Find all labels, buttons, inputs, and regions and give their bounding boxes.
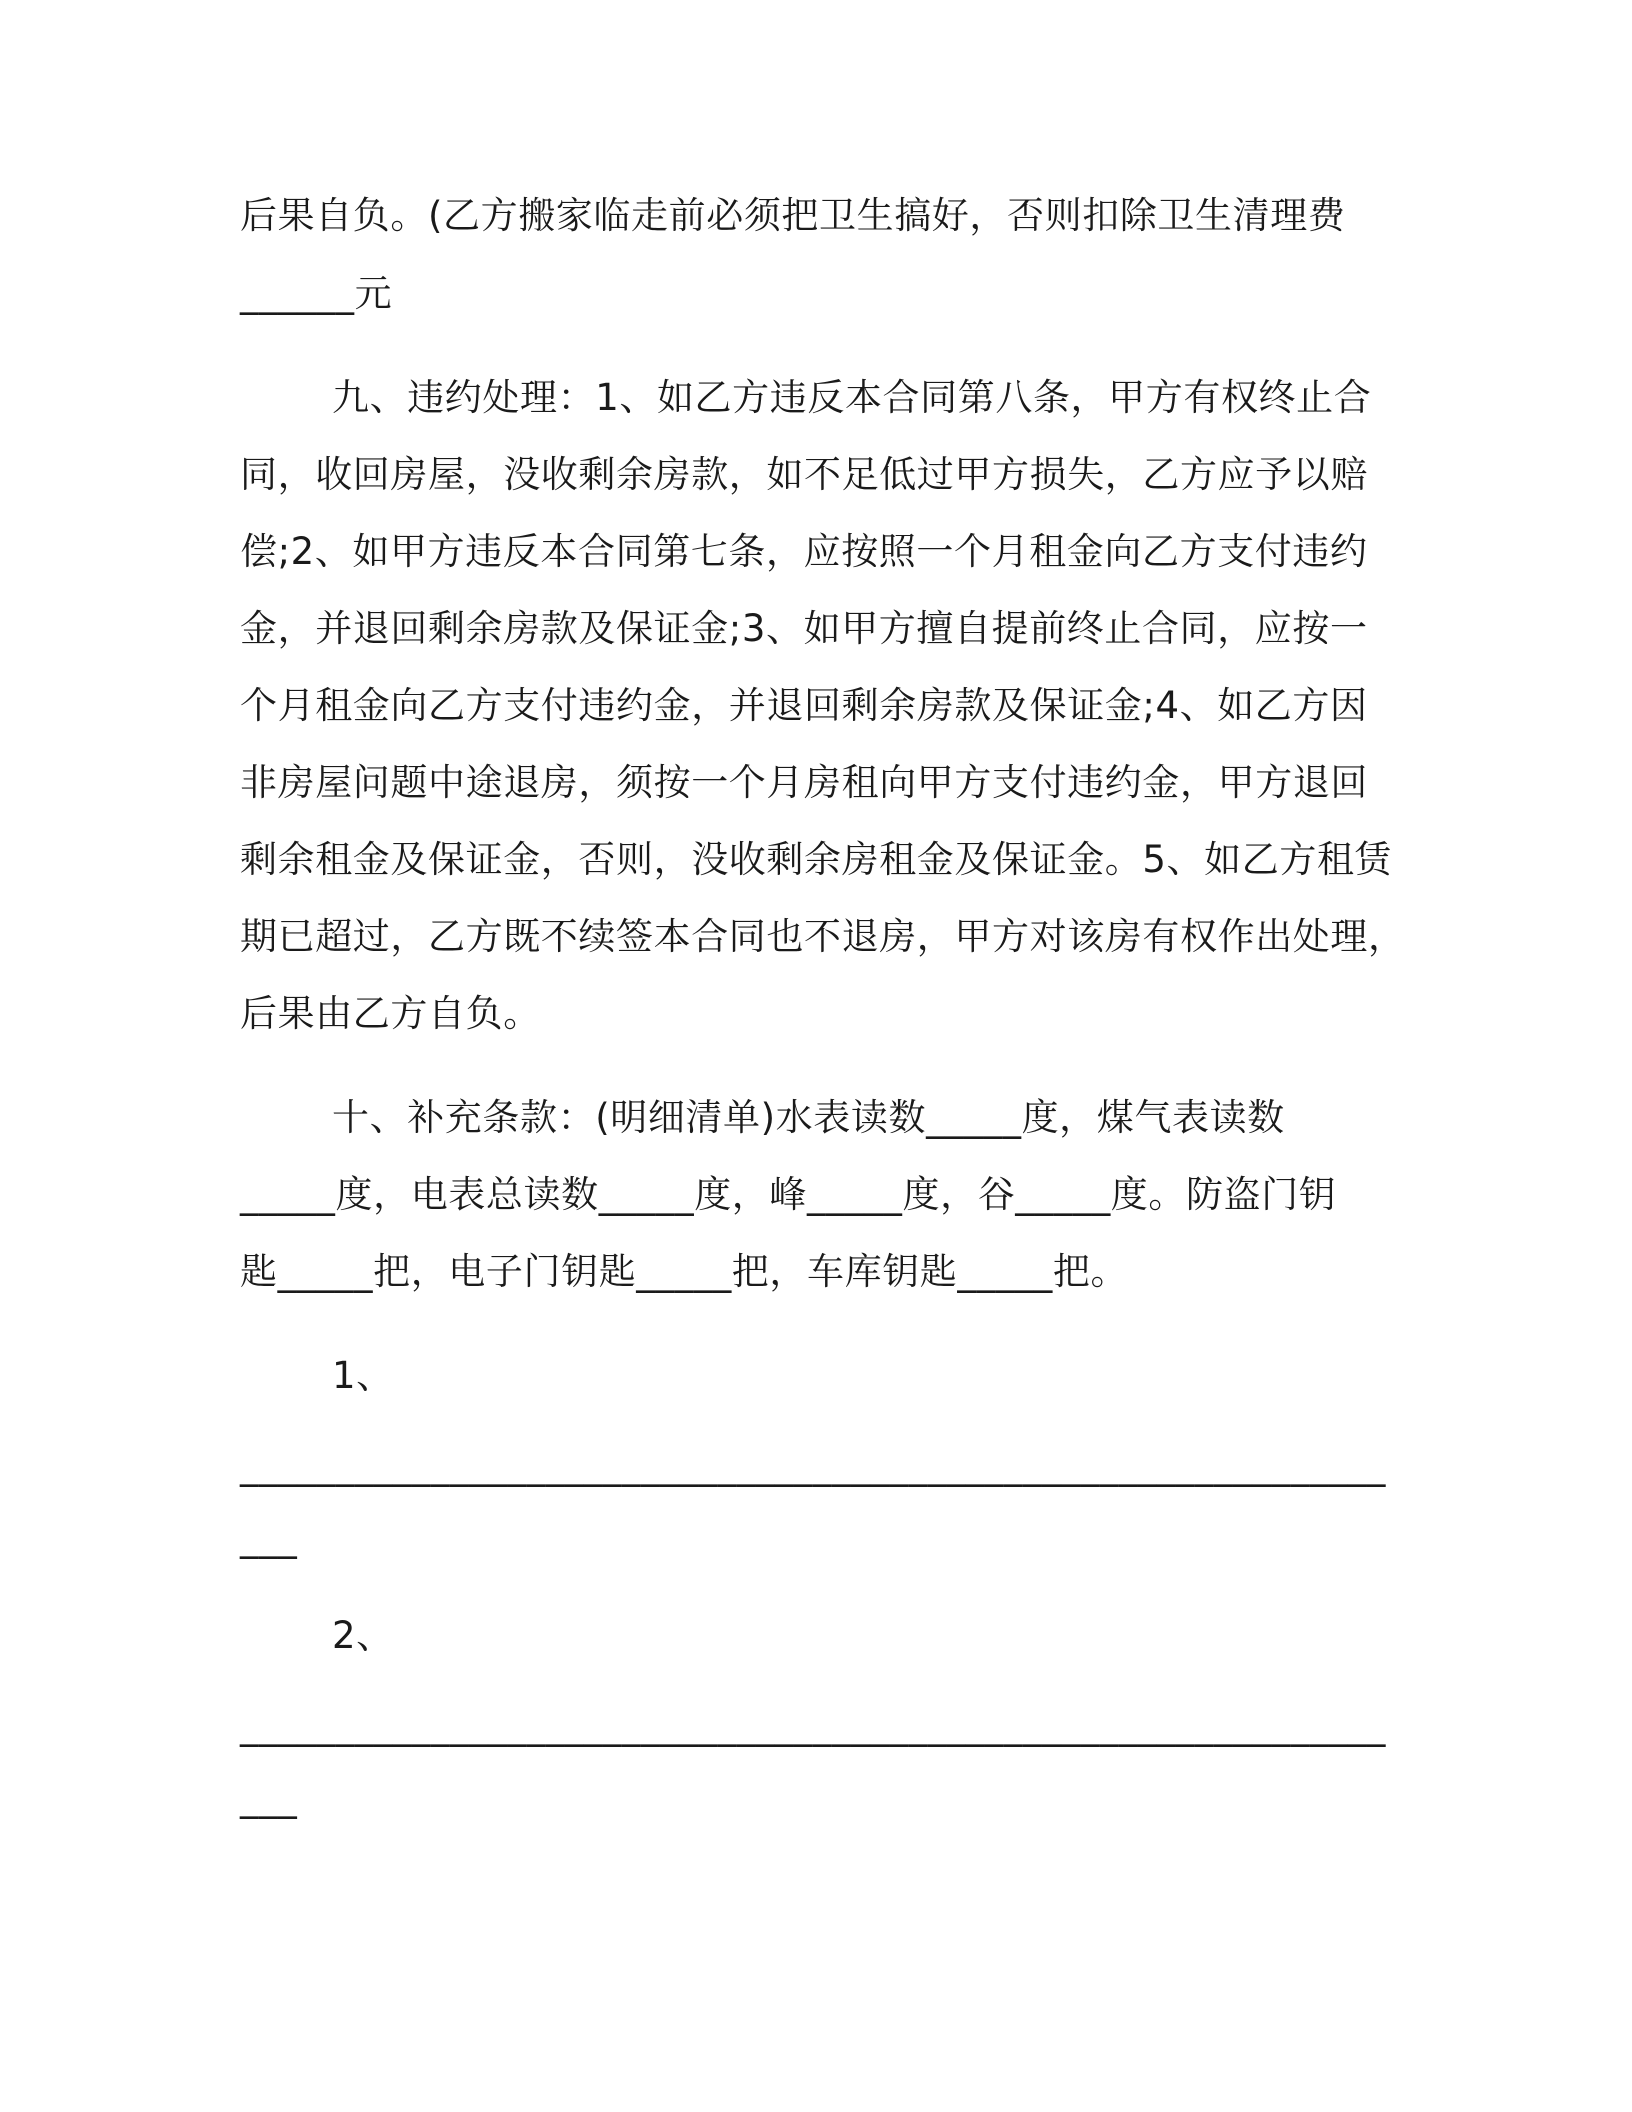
item-1-blank-line-2: ___ — [240, 1516, 298, 1559]
item-2-label: 2、 — [332, 1614, 394, 1657]
clause-9-line-4: 金，并退回剩余房款及保证金;3、如甲方擅自提前终止合同，应按一 — [240, 607, 1368, 650]
clause-9-line-1: 九、违约处理：1、如乙方违反本合同第八条，甲方有权终止合 — [332, 376, 1372, 419]
clause-10-line-2: _____度，电表总读数_____度，峰_____度，谷_____度。防盗门钥 — [240, 1173, 1337, 1216]
clause-9-line-2: 同，收回房屋，没收剩余房款，如不足低过甲方损失，乙方应予以赔 — [240, 453, 1368, 496]
item-1-label: 1、 — [332, 1354, 394, 1397]
clause-9-line-5: 个月租金向乙方支付违约金，并退回剩余房款及保证金;4、如乙方因 — [240, 684, 1368, 727]
item-1-blank-line-1: ____________________________________________________________ — [240, 1444, 1386, 1487]
clause-9-line-9: 后果由乙方自负。 — [240, 992, 541, 1035]
clause-9-line-3: 偿;2、如甲方违反本合同第七条，应按照一个月租金向乙方支付违约 — [240, 530, 1368, 573]
item-2-blank-line-1: ____________________________________________________________ — [240, 1704, 1386, 1747]
clause-10-line-1: 十、补充条款：(明细清单)水表读数_____度，煤气表读数 — [332, 1096, 1285, 1139]
item-2-blank-line-2: ___ — [240, 1776, 298, 1819]
clause-9-line-6: 非房屋问题中途退房，须按一个月房租向甲方支付违约金，甲方退回 — [240, 761, 1368, 804]
intro-line-2: ______元 — [240, 272, 393, 315]
clause-9-line-7: 剩余租金及保证金，否则，没收剩余房租金及保证金。5、如乙方租赁 — [240, 838, 1393, 881]
clause-9-line-8: 期已超过，乙方既不续签本合同也不退房，甲方对该房有权作出处理， — [240, 915, 1406, 958]
clause-10-line-3: 匙_____把，电子门钥匙_____把，车库钥匙_____把。 — [240, 1250, 1129, 1293]
intro-line-1: 后果自负。(乙方搬家临走前必须把卫生搞好，否则扣除卫生清理费 — [240, 194, 1346, 237]
